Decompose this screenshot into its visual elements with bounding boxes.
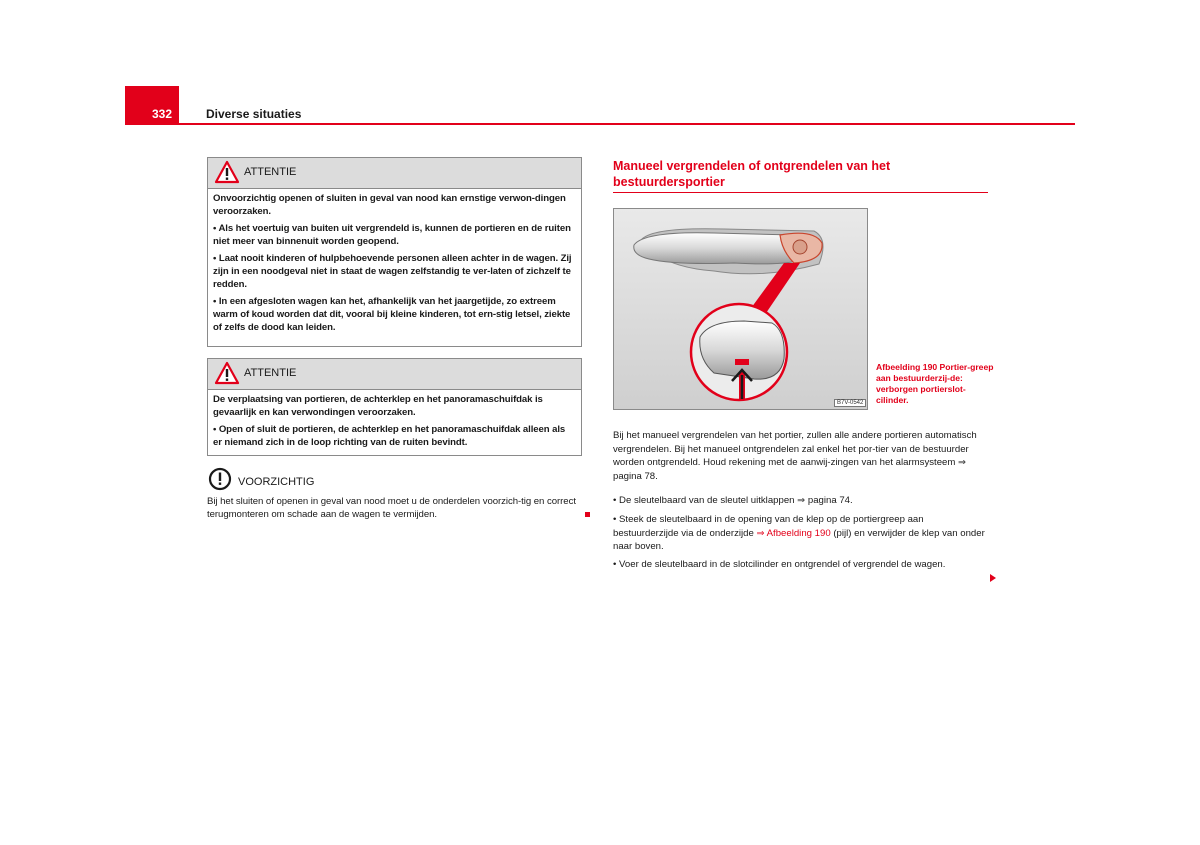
section-title: Diverse situaties <box>206 107 302 121</box>
warning-label: ATTENTIE <box>244 367 297 379</box>
page-number: 332 <box>152 107 173 121</box>
section-heading: Manueel vergrendelen of ontgrendelen van het bestuurdersportier <box>613 159 891 189</box>
warning-triangle-icon <box>214 160 240 184</box>
warning-paragraph: De verplaatsing van portieren, de achterklep en het panoramaschuifdak is gevaarlijk en kan verwondingen veroorzaken. <box>213 394 543 418</box>
warning-bullet: • Open of sluit de portieren, de achterklep en het panoramaschuifdak alleen als er niemand zich in de loop richting van de ruiten bevindt. <box>213 424 566 448</box>
figure-caption: Afbeelding 190 Portier-greep aan bestuurderzij-de: verborgen portierslot-cilinder. <box>876 362 994 405</box>
door-handle-figure <box>613 208 868 410</box>
figure-link[interactable]: ⇒ Afbeelding 190 <box>756 527 831 539</box>
warning-body <box>208 390 581 453</box>
warning-label: ATTENTIE <box>244 166 297 178</box>
page-number-box <box>125 86 179 124</box>
header-rule <box>125 123 1075 125</box>
bullet-text: • Steek de sleutelbaard in de opening van de klep op de portiergreep aan bestuurderzijde via de onderzijde <box>613 514 924 539</box>
warning-header <box>208 359 581 390</box>
warning-bullet: • In een afgesloten wagen kan het, afhankelijk van het jaargetijde, zo extreem warm of koud worden dat dit, vooral bij kleine kinderen, tot ern-stig letsel, ziekte of zelfs de dood kan leiden. <box>213 296 571 333</box>
instruction-bullet-2 <box>613 513 988 554</box>
caution-title: VOORZICHTIG <box>238 476 315 488</box>
figure-code: B7V-0542 <box>834 399 866 407</box>
warning-header <box>208 158 581 189</box>
door-handle-illustration <box>614 209 867 409</box>
warning-box-1 <box>207 157 582 347</box>
exclamation-circle-icon <box>208 467 232 491</box>
heading-rule <box>613 192 988 193</box>
instruction-bullet-3: • Voer de sleutelbaard in de slotcilinder en ontgrendel of vergrendel de wagen. <box>613 559 946 570</box>
warning-box-2 <box>207 358 582 456</box>
caution-text: Bij het sluiten of openen in geval van nood moet u de onderdelen voorzich-tig en correct terugmonteren om schade aan de wagen te vermijden. <box>207 496 576 520</box>
warning-paragraph: Onvoorzichtig openen of sluiten in geval van nood kan ernstige verwon-dingen veroorzaken. <box>213 193 566 217</box>
continue-arrow-icon <box>990 574 996 582</box>
warning-bullet: • Laat nooit kinderen of hulpbehoevende personen alleen achter in de wagen. Zij zijn in een noodgeval niet in staat de wagen zelfstandig te ver-laten of zichzelf te redden. <box>213 253 572 290</box>
warning-triangle-icon <box>214 361 240 385</box>
section-end-marker <box>585 512 590 517</box>
warning-body <box>208 189 581 338</box>
instruction-bullet-1: • De sleutelbaard van de sleutel uitklappen ⇒ pagina 74. <box>613 495 853 506</box>
intro-paragraph: Bij het manueel vergrendelen van het portier, zullen alle andere portieren automatisch vergrendelen. Bij het manueel ontgrendelen zal enkel het por-tier van de bestuurder worden ontgrendeld. Houd rekening met de aanwij-zingen van het alarmsysteem ⇒ pagina 78. <box>613 430 977 482</box>
bullet-text: (pijl) en verwijder de klep van onder naar boven. <box>613 527 985 552</box>
warning-bullet: • Als het voertuig van buiten uit vergrendeld is, kunnen de portieren en de ruiten niet meer van binnenuit worden geopend. <box>213 223 571 247</box>
